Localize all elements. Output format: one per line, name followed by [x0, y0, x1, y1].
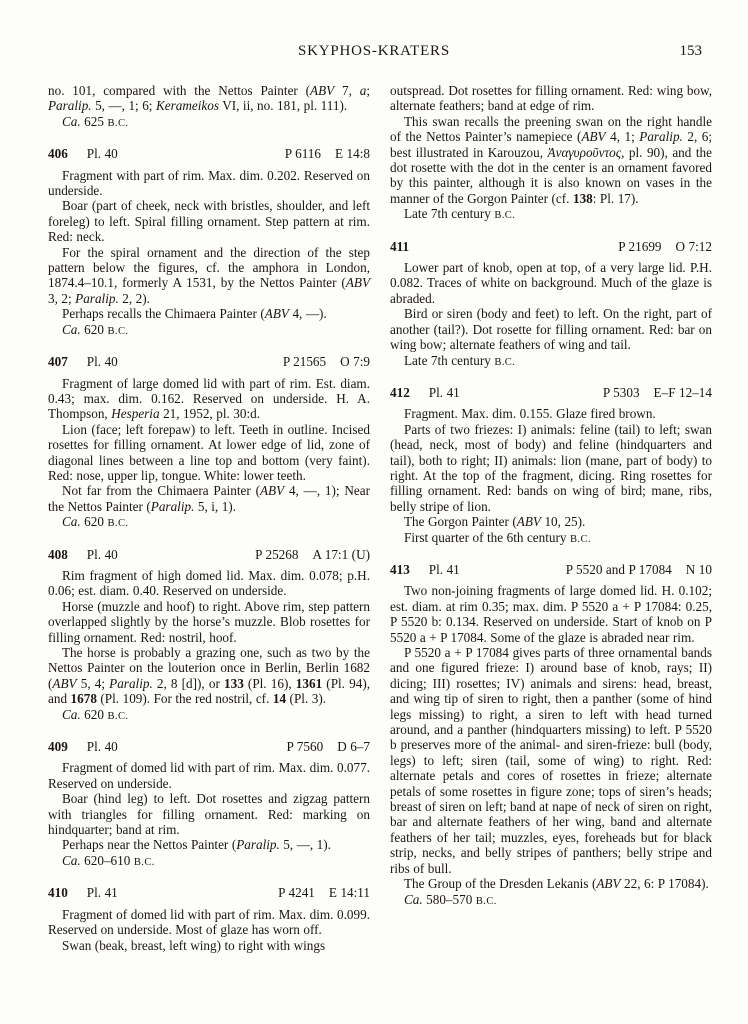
entry-header-right [283, 354, 370, 369]
entry-inventory-number: P 21699 [618, 238, 662, 254]
entry-inventory-number: P 6116 [284, 146, 321, 162]
entry-paragraph: Ca. 620 B.C. [62, 706, 129, 722]
entry-number: 410 [48, 885, 68, 901]
entry-header-left [48, 354, 118, 369]
entry-grid-reference: E–F 12–14 [653, 384, 712, 400]
two-column-text [48, 83, 712, 953]
entry-paragraph: Ca. 580–570 B.C. [404, 891, 497, 907]
entry-header [48, 547, 370, 562]
entry-paragraph: no. 101, compared with the Nettos Painter (ABV 7, a; Paralip. 5, —, 1; 6; Kerameikos VI, ii, no. 181, pl. 111). [48, 83, 370, 114]
entry-paragraph: Fragment of domed lid with part of rim. Max. dim. 0.099. Reserved on underside. Most of glaze has worn off. [48, 906, 370, 938]
entry-paragraph: Rim fragment of high domed lid. Max. dim. 0.078; p.H. 0.06; est. diam. 0.40. Reserved on underside. [48, 567, 370, 599]
entry-grid-reference: E 14:11 [328, 885, 370, 901]
entry-plate-ref: Pl. 41 [428, 384, 460, 400]
entry-paragraph: Perhaps near the Nettos Painter (Paralip. 5, —, 1). [62, 837, 331, 853]
catalog-entry-410 [48, 885, 370, 953]
entry-paragraph: Boar (hind leg) to left. Dot rosettes and zigzag pattern with triangles for filling ornament. Red: marking on hindquarter; band at rim. [48, 791, 370, 838]
left-column [48, 83, 370, 953]
entry-header-left [48, 547, 118, 562]
entry-paragraph: Perhaps recalls the Chimaera Painter (ABV 4, —). [62, 306, 327, 322]
entry-paragraph: Parts of two friezes: I) animals: feline (tail) to left; swan (head, neck, most of body) and feline (hindquarters and tail), both to right; II) animals: lion (mane, part of body) to right. At the top of the fragment, dicing. Ring rosettes for filling ornament. Red: bands on wing of bird; mane, ribs, belly stripe of lion. [390, 421, 712, 514]
entry-paragraph: Horse (muzzle and hoof) to right. Above rim, step pattern overlapped slightly by the horse’s muzzle. Blob rosettes for filling ornament. Red: nostril, hoof. [48, 598, 370, 645]
entry-paragraph: Lower part of knob, open at top, of a very large lid. P.H. 0.082. Traces of white on background. Much of the glaze is abraded. [390, 260, 712, 306]
entry-header-left [390, 385, 460, 400]
entry-inventory-number: P 7560 [286, 739, 324, 755]
entry-paragraph: This swan recalls the preening swan on the right handle of the Nettos Painter’s namepiece (ABV 4, 1; Paralip. 2, 6; best illustrated in Karouzou, Ἀναγυροῦντος, pl. 90), and the dot rosette with the dot in the center is an ornament favored by this painter, although it is also known on vases in the manner of the Gorgon Painter (cf. 138: Pl. 17). [390, 113, 713, 206]
entry-plate-ref: Pl. 40 [86, 146, 118, 162]
entry-plate-ref: Pl. 41 [86, 885, 118, 901]
entry-paragraph: P 5520 a + P 17084 gives parts of three ornamental bands and one figured frieze: I) around base of knob, rays; II) dicing; III) rosettes; IV) animals and sirens: head, breast, and wing tip of siren to right, then a panther (some of hind legs missing) to right, a siren to left with head turned around, and a panther (hindquarters missing) to left. P 5520 b preserves more of the animal- and siren-frieze: bull (body, legs) to left; siren (tail, some of wing) to right. Red: alternate petals and cores of rosettes in frieze; alternate petals of some rosettes in figure zone; tops of siren’s heads; breast of siren on left; band at nape of neck of siren on right, bar and alternate feathers of her wing, band and alternate feathers of her tail; muzzles, eyes, foreheads but for black strip, necks, and belly stripes of panthers; belly stripe and ribs of bull. [390, 645, 712, 876]
entry-paragraph: Ca. 620 B.C. [62, 321, 129, 337]
catalog-entry-413 [390, 562, 712, 909]
entry-paragraph: Late 7th century B.C. [404, 206, 516, 222]
catalog-entry-412 [390, 385, 712, 547]
entry-header-right [255, 547, 370, 562]
catalog-entry-411 [390, 239, 712, 370]
entry-header-left [390, 239, 409, 254]
entry-inventory-number: P 25268 [255, 546, 299, 562]
right-column [390, 83, 712, 953]
entry-paragraph: outspread. Dot rosettes for filling ornament. Red: wing bow, alternate feathers; band at edge of rim. [390, 83, 712, 114]
entry-plate-ref: Pl. 41 [428, 561, 460, 577]
entry-paragraph: Fragment of domed lid with part of rim. Max. dim. 0.077. Reserved on underside. [48, 760, 370, 791]
entry-grid-reference: O 7:9 [340, 354, 370, 370]
entry-paragraph: Lion (face; left forepaw) to left. Teeth in outline. Incised rosettes for filling ornament. At lower edge of lid, zone of diagonal lines between a line top and bottom (very faint). Red: nose, upper lip, tongue. White: lower teeth. [48, 421, 370, 483]
entry-header [390, 385, 712, 400]
entry-header [48, 354, 370, 369]
catalog-entry-407 [48, 354, 370, 531]
carryover-from-previous-page [48, 83, 370, 131]
entry-header-left [48, 739, 118, 754]
entry-inventory-number: P 21565 [282, 354, 327, 370]
entry-header [48, 739, 370, 754]
page-number: 153 [679, 43, 702, 59]
running-head [48, 42, 712, 60]
entry-number: 408 [48, 546, 68, 562]
entry-paragraph: Bird or siren (body and feet) to left. On the right, part of another (tail?). Dot rosette for filling ornament. Red: bar on wing bow; alternate feathers of wing and tail. [390, 306, 712, 353]
entry-paragraph: The Group of the Dresden Lekanis (ABV 22, 6: P 17084). [404, 876, 709, 892]
entry-paragraph: The horse is probably a grazing one, such as two by the Nettos Painter on the louterion once in Berlin, Berlin 1682 (ABV 5, 4; Paralip. 2, 8 [d]), or 133 (Pl. 16), 1361 (Pl. 94), and 1678 (Pl. 109). For the red nostril, cf. 14 (Pl. 3). [48, 645, 371, 707]
entry-header-left [48, 146, 118, 161]
entry-grid-reference: O 7:12 [675, 238, 712, 254]
entry-header-left [390, 562, 460, 577]
entry-number: 409 [48, 739, 68, 755]
catalog-entry-409 [48, 739, 370, 870]
entry-grid-reference: E 14:8 [335, 146, 370, 162]
entry-paragraph: Late 7th century B.C. [404, 352, 516, 368]
entry-inventory-number: P 4241 [278, 885, 315, 901]
catalog-entry-406 [48, 146, 370, 339]
entry-paragraph: Fragment of large domed lid with part of rim. Est. diam. 0.43; max. dim. 0.162. Reserved on underside. H. A. Thompson, Hesperia 21, 1952, pl. 30:d. [48, 375, 370, 422]
entry-header-right [285, 146, 370, 161]
entry-header-right [603, 385, 712, 400]
entry-header [48, 885, 370, 900]
entry-plate-ref: Pl. 40 [86, 546, 118, 562]
entry-number: 407 [48, 354, 68, 370]
entry-410-continuation [390, 83, 712, 224]
entry-paragraph: Ca. 620 B.C. [62, 514, 129, 530]
entry-grid-reference: N 10 [685, 561, 712, 577]
entry-plate-ref: Pl. 40 [86, 354, 118, 370]
entry-paragraph: Swan (beak, breast, left wing) to right with wings [62, 937, 326, 953]
entry-paragraph: For the spiral ornament and the direction of the step pattern below the figures, cf. the amphora in London, 1874.4–10.1, formerly A 1531, by the Nettos Painter (ABV 3, 2; Paralip. 2, 2). [48, 244, 370, 306]
entry-paragraph: Boar (part of cheek, neck with bristles, shoulder, and left foreleg) to left. Spiral filling ornament. Step pattern at rim. Red: neck. [48, 198, 370, 245]
entry-number: 406 [48, 146, 68, 162]
entry-paragraph: The Gorgon Painter (ABV 10, 25). [404, 514, 586, 530]
entry-number: 413 [390, 561, 410, 577]
catalog-entry-408 [48, 547, 370, 724]
entry-paragraph: Fragment with part of rim. Max. dim. 0.202. Reserved on underside. [48, 167, 370, 199]
entry-paragraph: Ca. 625 B.C. [62, 113, 129, 129]
page-title: SKYPHOS-KRATERS [297, 43, 451, 59]
entry-header [390, 239, 712, 254]
entry-header-right [618, 239, 712, 254]
entry-header-right [566, 562, 712, 577]
entry-header [390, 562, 712, 577]
entry-grid-reference: D 6–7 [337, 739, 370, 755]
entry-inventory-number: P 5303 [602, 384, 640, 400]
entry-paragraph: Two non-joining fragments of large domed lid. H. 0.102; est. diam. at rim 0.35; max. dim. P 5520 a + P 17084: 0.25, P 5520 b: 0.134. Reserved on underside. Start of knob on P 5520 a + P 17084. Some of the glaze is abraded near rim. [390, 583, 712, 645]
entry-paragraph: First quarter of the 6th century B.C. [404, 529, 591, 545]
entry-paragraph: Not far from the Chimaera Painter (ABV 4, —, 1); Near the Nettos Painter (Paralip. 5, i, 1). [48, 483, 371, 514]
entry-plate-ref: Pl. 40 [86, 739, 118, 755]
entry-header-right [278, 885, 370, 900]
entry-number: 411 [390, 238, 410, 254]
entry-paragraph: Ca. 620–610 B.C. [62, 852, 155, 868]
entry-inventory-number: P 5520 and P 17084 [565, 561, 672, 577]
entry-grid-reference: A 17:1 (U) [312, 546, 370, 562]
entry-header-right [286, 739, 370, 754]
entry-paragraph: Fragment. Max. dim. 0.155. Glaze fired brown. [404, 406, 656, 422]
entry-header-left [48, 885, 118, 900]
entry-header [48, 146, 370, 161]
entry-number: 412 [390, 384, 410, 400]
